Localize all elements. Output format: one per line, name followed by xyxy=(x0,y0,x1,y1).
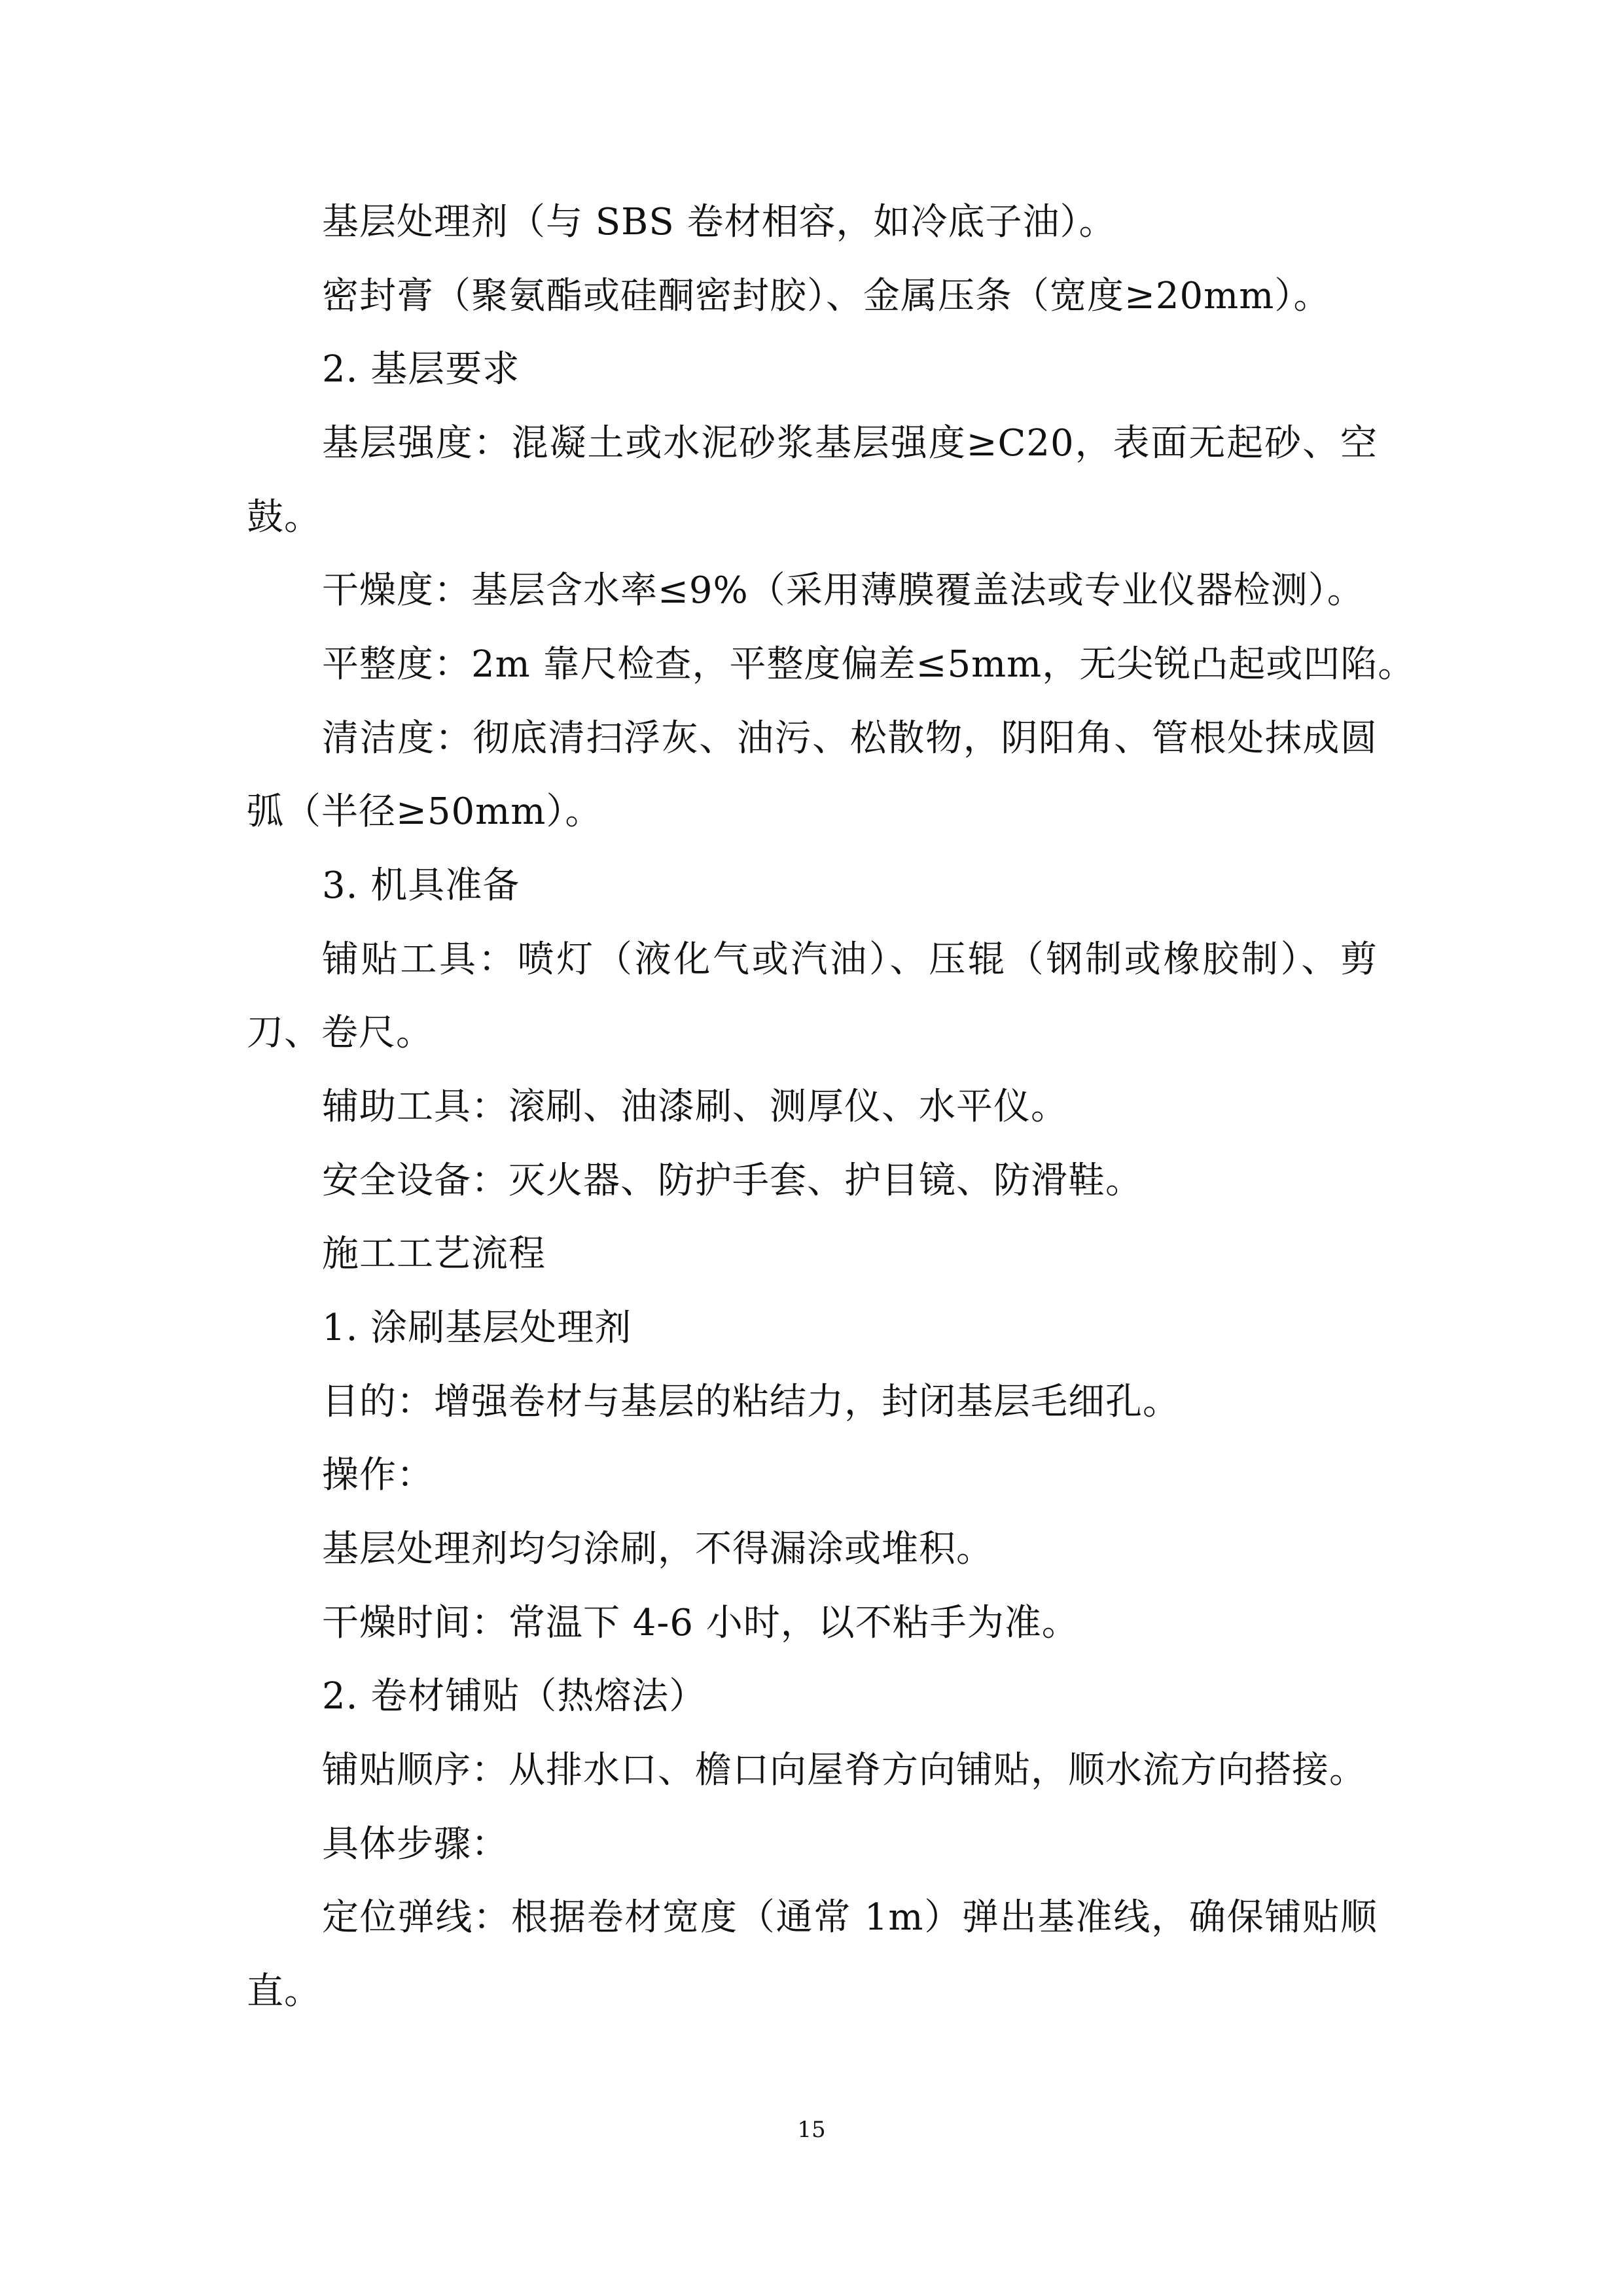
text-line: 刀、卷尺。 xyxy=(247,1012,433,1054)
text-line: 铺贴工具：喷灯（液化气或汽油）、压辊（钢制或橡胶制）、剪 xyxy=(322,938,1378,981)
page-number: 15 xyxy=(797,2117,826,2143)
text-line: 具体步骤： xyxy=(322,1823,508,1865)
text-line: 基层处理剂（与 SBS 卷材相容，如冷底子油）。 xyxy=(322,201,1116,243)
text-line: 安全设备：灭火器、防护手套、护目镜、防滑鞋。 xyxy=(322,1159,1143,1202)
section-heading: 1. 涂刷基层处理剂 xyxy=(322,1307,632,1349)
text-line: 基层处理剂均匀涂刷，不得漏涂或堆积。 xyxy=(322,1528,993,1570)
section-heading: 2. 卷材铺贴（热熔法） xyxy=(322,1675,707,1718)
text-line: 弧（半径≥50mm）。 xyxy=(247,790,603,833)
text-line: 辅助工具：滚刷、油漆刷、测厚仪、水平仪。 xyxy=(322,1086,1068,1128)
text-line: 鼓。 xyxy=(247,496,321,539)
text-line: 平整度：2m 靠尺检查，平整度偏差≤5mm，无尖锐凸起或凹陷。 xyxy=(322,643,1416,686)
text-line: 干燥时间：常温下 4-6 小时，以不粘手为准。 xyxy=(322,1602,1079,1644)
text-line: 直。 xyxy=(247,1970,321,2013)
text-line: 清洁度：彻底清扫浮灰、油污、松散物，阴阳角、管根处抹成圆 xyxy=(322,717,1378,760)
text-line: 密封膏（聚氨酯或硅酮密封胶）、金属压条（宽度≥20mm）。 xyxy=(322,275,1331,317)
section-heading: 3. 机具准备 xyxy=(322,864,520,907)
section-heading: 2. 基层要求 xyxy=(322,348,520,391)
text-line: 定位弹线：根据卷材宽度（通常 1m）弹出基准线，确保铺贴顺 xyxy=(322,1896,1378,1939)
text-line: 基层强度：混凝土或水泥砂浆基层强度≥C20，表面无起砂、空 xyxy=(322,422,1378,465)
text-line: 铺贴顺序：从排水口、檐口向屋脊方向铺贴，顺水流方向搭接。 xyxy=(322,1749,1366,1792)
text-line: 操作： xyxy=(322,1454,434,1496)
text-line: 干燥度：基层含水率≤9%（采用薄膜覆盖法或专业仪器检测）。 xyxy=(322,569,1364,612)
section-heading: 施工工艺流程 xyxy=(322,1233,546,1275)
text-line: 目的：增强卷材与基层的粘结力，封闭基层毛细孔。 xyxy=(322,1381,1180,1423)
